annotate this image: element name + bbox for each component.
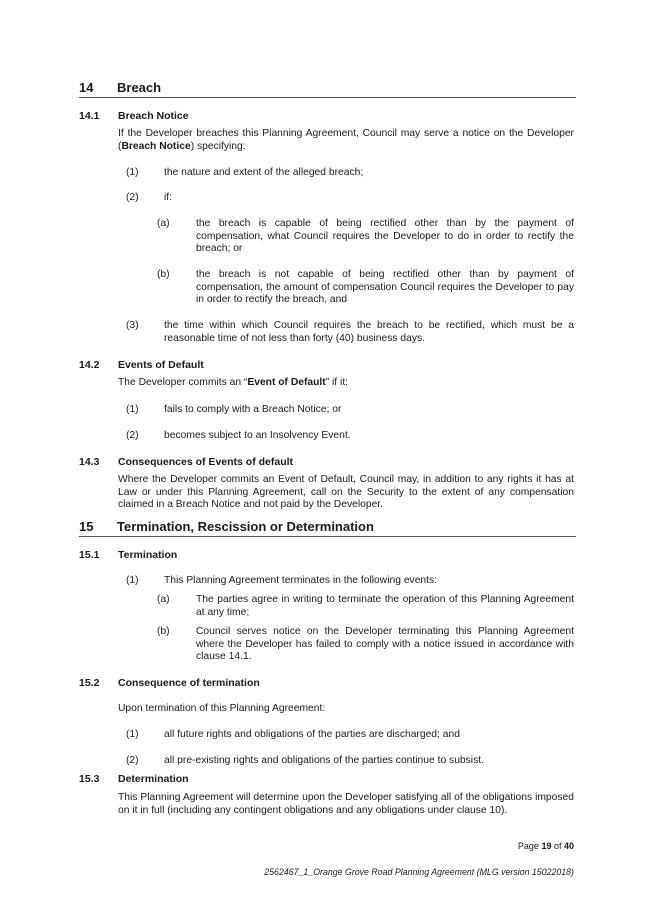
subitem-label: (b) (157, 626, 170, 637)
clause-title: Consequences of Events of default (118, 456, 294, 468)
clause-number: 15.3 (79, 773, 100, 785)
section-number: 15 (79, 519, 94, 534)
clause-title: Consequence of termination (118, 677, 260, 689)
clause-14-1-intro (118, 128, 574, 153)
list-item: becomes subject to an Insolvency Event. (164, 430, 351, 441)
total-pages: 40 (563, 841, 574, 851)
item-label: (3) (126, 320, 139, 331)
item-label: (1) (126, 575, 139, 586)
section-number: 14 (79, 80, 94, 95)
clause-number: 14.3 (79, 456, 100, 468)
section-title: Termination, Rescission or Determination (117, 519, 374, 534)
clause-number: 14.1 (79, 110, 100, 122)
clause-15-3-heading (79, 773, 189, 785)
clause-title: Events of Default (118, 359, 204, 371)
intro-text: The Developer commits an “ (118, 377, 248, 388)
list-subitem: Council serves notice on the Developer terminating this Planning Agreement where the Developer has failed to comply with a notice issued in accordance with clause 14.1. (196, 626, 574, 663)
current-page: 19 (541, 841, 552, 851)
page-number (518, 841, 574, 852)
clause-number: 15.2 (79, 677, 100, 689)
list-subitem: the breach is capable of being rectified other than by the payment of compensation, what Council requires the Developer to do in order to rectify the breach; or (196, 218, 574, 255)
section-title: Breach (117, 80, 162, 95)
clause-number: 14.2 (79, 359, 100, 371)
intro-text: If the Developer breaches this Planning Agreement, Council may serve a notice on the Developer ( (118, 128, 574, 152)
clause-title: Determination (118, 773, 189, 785)
list-subitem: The parties agree in writing to terminate the operation of this Planning Agreement at any time; (196, 594, 574, 618)
list-item: This Planning Agreement terminates in the following events: (164, 575, 438, 586)
item-label: (2) (126, 755, 139, 766)
list-item: all future rights and obligations of the parties are discharged; and (164, 729, 460, 740)
item-label: (1) (126, 404, 139, 415)
clause-14-2-intro (118, 377, 574, 390)
list-item: the nature and extent of the alleged breach; (164, 167, 364, 178)
clause-15-3-text: This Planning Agreement will determine upon the Developer satisfying all of the obligations imposed on it in full (including any contingent obligations and any obligations under clause 10). (118, 792, 574, 816)
subitem-label: (a) (157, 218, 170, 229)
item-label: (1) (126, 167, 139, 178)
clause-15-2-heading (79, 677, 260, 689)
item-label: (2) (126, 192, 139, 203)
list-item: the time within which Council requires the breach to be rectified, which must be a reasonable time of not less than forty (40) business days. (164, 320, 574, 344)
subitem-label: (b) (157, 269, 170, 280)
section-15-heading (79, 519, 576, 537)
intro-text-end: ) specifying: (190, 140, 246, 152)
page-prefix: Page (517, 841, 542, 851)
item-label: (2) (126, 430, 139, 441)
clause-14-3-heading (79, 456, 293, 468)
subitem-label: (a) (157, 594, 170, 605)
list-subitem: the breach is not capable of being rectified other than by payment of compensation, the amount of compensation Council requires the Developer to pay in order to rectify the breach, and (196, 269, 574, 306)
defined-term: Event of Default (247, 377, 326, 388)
document-reference: 2562467_1_Orange Grove Road Planning Agreement (MLG version 15022018) (264, 867, 574, 877)
list-item: all pre-existing rights and obligations of the parties continue to subsist. (164, 755, 484, 766)
clause-14-3-text: Where the Developer commits an Event of Default, Council may, in addition to any rights it has at Law or under this Planning Agreement, call on the Security to the extent of any compensation claimed in a Breach Notice and not paid by the Developer. (118, 474, 574, 511)
clause-14-1-heading (79, 110, 189, 122)
list-item: if: (164, 192, 173, 203)
defined-term: Breach Notice (121, 140, 191, 152)
intro-text-end: ” if it: (325, 377, 349, 388)
clause-title: Termination (118, 549, 178, 561)
item-label: (1) (126, 729, 139, 740)
clause-number: 15.1 (79, 549, 100, 561)
clause-15-2-intro: Upon termination of this Planning Agreement: (118, 703, 326, 714)
section-14-heading (79, 80, 576, 98)
page-of: of (551, 841, 564, 851)
clause-14-2-heading (79, 359, 204, 371)
clause-title: Breach Notice (118, 110, 189, 122)
clause-15-1-heading (79, 549, 177, 561)
list-item: fails to comply with a Breach Notice; or (164, 404, 342, 415)
